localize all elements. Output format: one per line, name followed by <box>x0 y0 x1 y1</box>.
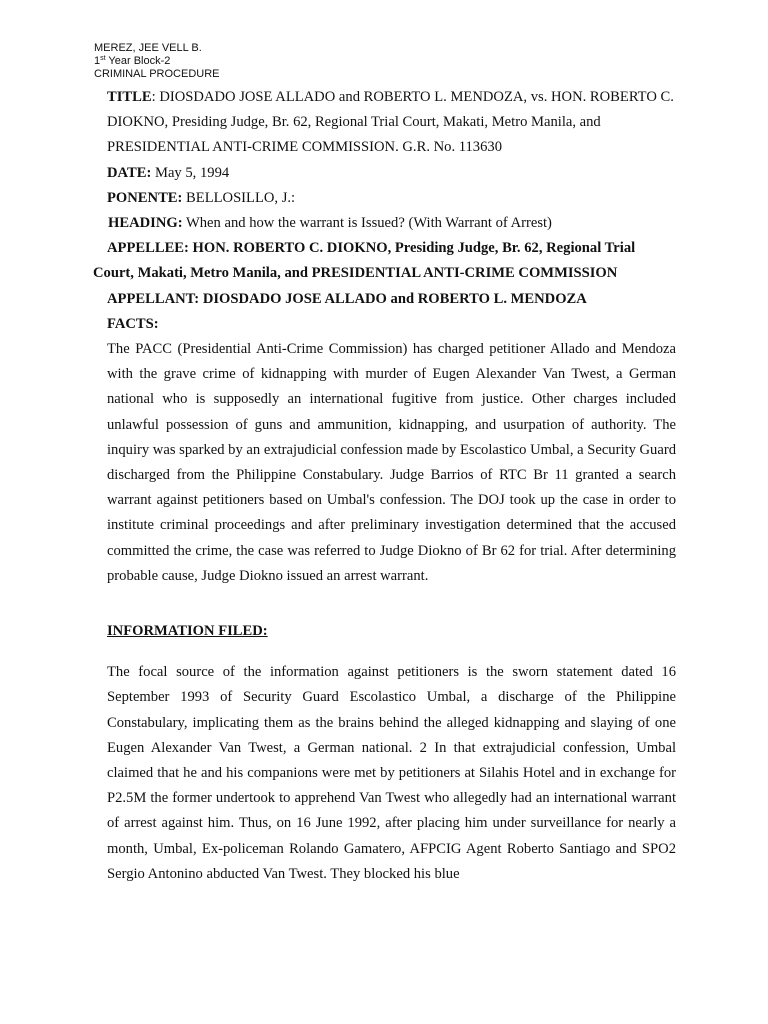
ponente-field <box>93 186 676 211</box>
title-colon: : <box>151 89 160 105</box>
section-spacer <box>93 589 676 619</box>
ponente-label: PONENTE: <box>107 189 183 206</box>
facts-paragraph: The PACC (Presidential Anti-Crime Commission) has charged petitioner Allado and Mendoza with the grave crime of kidnapping with murder of Eugen Alexander Van Twest, a German national who is supposedly an international fugitive from justice. Other charges included unlawful possession of guns and ammunition, kidnapping, and usurpation of authority. The inquiry was sparked by an extrajudicial confession made by Escolastico Umbal, a Security Guard discharged from the Philippine Constabulary. Judge Barrios of RTC Br 11 granted a search warrant against petitioners based on Umbal's confession. The DOJ took up the case in order to institute criminal proceedings and after preliminary investigation determined that the accused committed the crime, the case was referred to Judge Diokno of Br 62 for trial. After determining probable cause, Judge Diokno issued an arrest warrant. <box>107 341 676 584</box>
title-value: DIOSDADO JOSE ALLADO and ROBERTO L. MENDOZA, vs. HON. ROBERTO C. DIOKNO, Presiding Judge, Br. 62, Regional Trial Court, Makati, Metro Manila, and PRESIDENTIAL ANTI-CRIME COMMISSION. G.R. No. 113630 <box>107 89 674 156</box>
year-number: 1 <box>94 55 101 67</box>
date-value: May 5, 1994 <box>151 164 230 181</box>
title-field <box>93 85 676 161</box>
date-field <box>93 161 676 186</box>
ponente-value: BELLOSILLO, J.: <box>182 189 296 206</box>
appellee-field <box>93 236 676 286</box>
facts-label: FACTS: <box>107 315 159 332</box>
course-name: CRIMINAL PROCEDURE <box>94 68 220 80</box>
information-paragraph: The focal source of the information against petitioners is the sworn statement dated 16 September 1993 of Security Guard Escolastico Umbal, a discharge of the Philippine Constabulary, implicating them as the brains behind the alleged kidnapping and slaying of one Eugen Alexander Van Twest, a German national. 2 In that extrajudicial confession, Umbal claimed that he and his companions were met by petitioners at Silahis Hotel and in exchange for P2.5M the former undertook to apprehend Van Twest who allegedly had an international warrant of arrest against him. Thus, on 16 June 1992, after placing him under surveillance for nearly a month, Umbal, Ex-policeman Rolando Gamatero, AFPCIG Agent Roberto Santiago and SPO2 Sergio Antonino abducted Van Twest. They blocked his blue <box>107 664 676 882</box>
appellant-label: APPELLANT: <box>107 290 200 307</box>
title-label: TITLE <box>107 89 152 105</box>
case-digest <box>93 85 676 887</box>
appellee-value: HON. ROBERTO C. DIOKNO, Presiding Judge, Br. 62, Regional Trial Court, Makati, Metro Manila, and PRESIDENTIAL ANTI-CRIME COMMISSION <box>93 240 636 282</box>
appellant-field <box>93 287 676 312</box>
year-block <box>94 55 220 68</box>
information-filed-title: INFORMATION FILED: <box>107 623 268 640</box>
year-ordinal: st <box>100 55 106 62</box>
appellee-label: APPELLEE: <box>107 240 189 257</box>
student-header <box>94 42 220 81</box>
heading-value: When and how the warrant is Issued? (With Warrant of Arrest) <box>182 215 552 232</box>
year-block-text: Year Block-2 <box>105 55 171 67</box>
date-label: DATE: <box>107 164 152 181</box>
heading-field <box>93 211 676 236</box>
heading-label: HEADING: <box>108 215 183 232</box>
student-name: MEREZ, JEE VELL B. <box>94 42 202 54</box>
section-spacer <box>93 644 676 660</box>
appellant-value: DIOSDADO JOSE ALLADO and ROBERTO L. MENDOZA <box>199 290 587 307</box>
